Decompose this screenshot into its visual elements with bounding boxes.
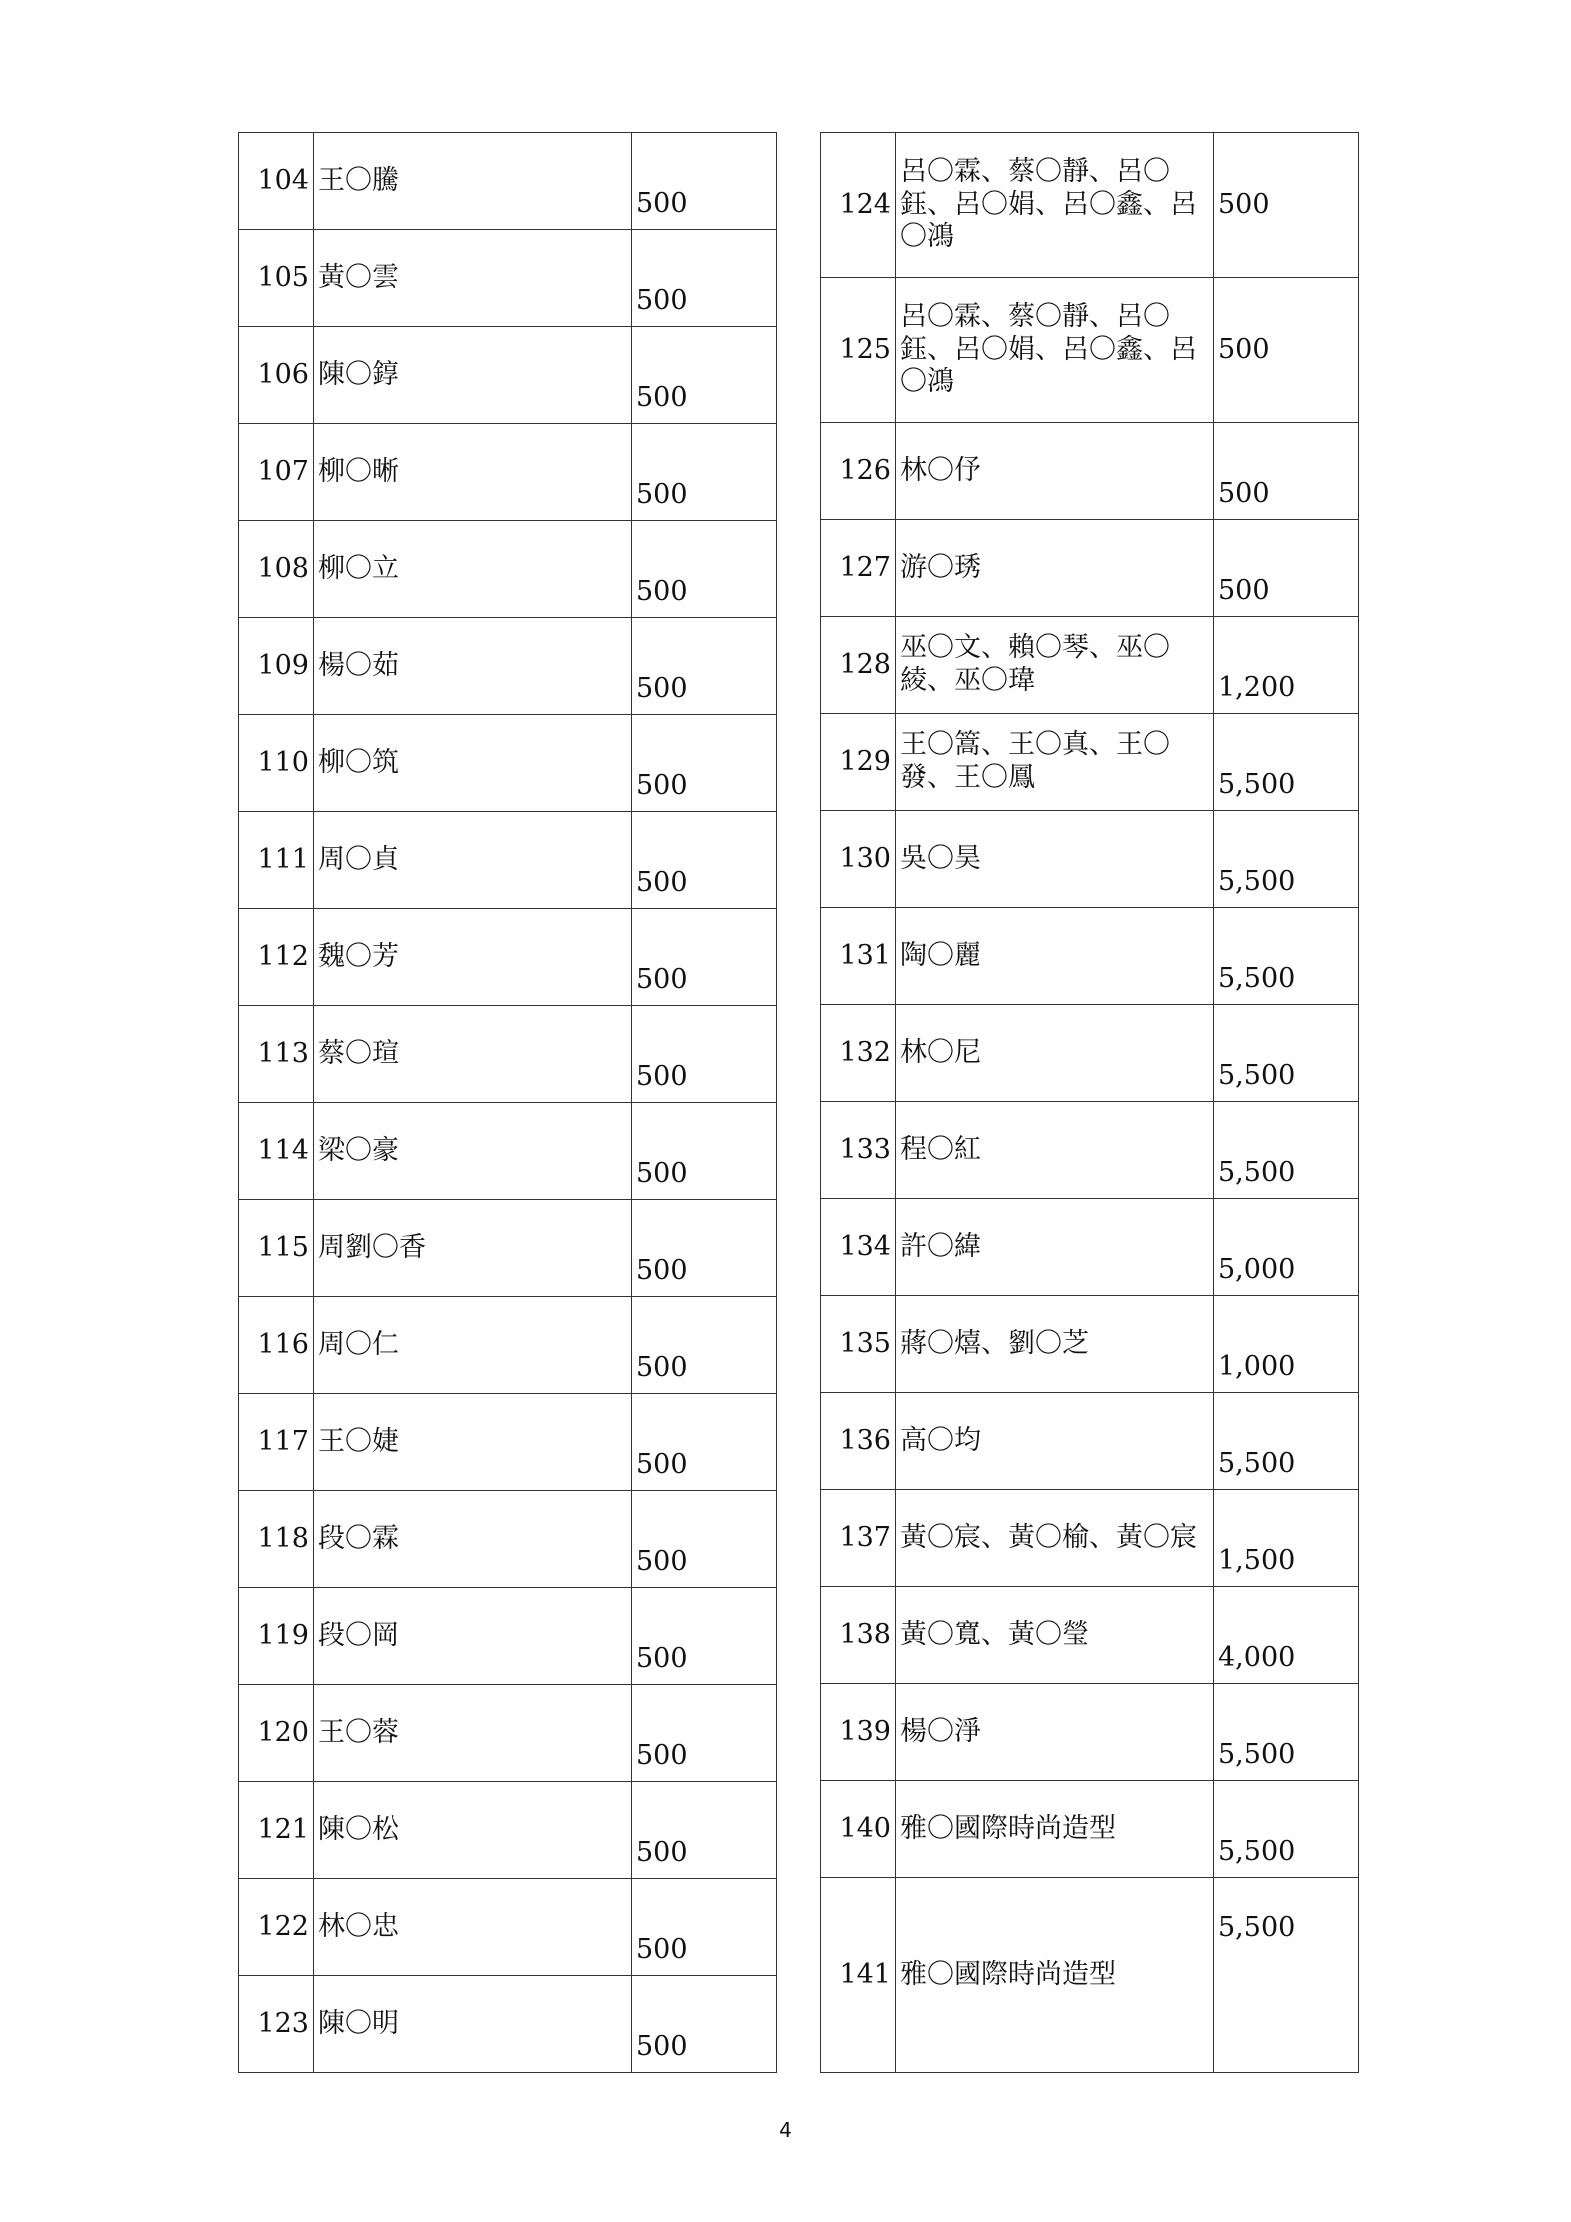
row-number: 121 [239,1782,314,1879]
table-row [821,811,1359,908]
donation-amount: 500 [632,1588,777,1685]
donor-name: 高〇均 [896,1393,1214,1490]
donor-name: 魏〇芳 [314,909,632,1006]
donor-name: 楊〇茹 [314,618,632,715]
donation-amount: 500 [632,1879,777,1976]
row-number: 125 [821,278,896,423]
row-number: 106 [239,327,314,424]
donor-name: 周〇貞 [314,812,632,909]
donor-name: 梁〇豪 [314,1103,632,1200]
donor-name: 呂〇霖、蔡〇靜、呂〇鈺、呂〇娟、呂〇鑫、呂〇鴻 [896,278,1214,423]
donation-amount: 5,500 [1214,1005,1359,1102]
donation-amount: 1,500 [1214,1490,1359,1587]
table-row [821,1102,1359,1199]
donation-amount: 5,500 [1214,1878,1359,2073]
donor-name: 楊〇淨 [896,1684,1214,1781]
donation-amount: 500 [632,715,777,812]
table-row [821,1393,1359,1490]
row-number: 118 [239,1491,314,1588]
donor-name: 柳〇立 [314,521,632,618]
donation-amount: 500 [1214,423,1359,520]
table-row [821,1490,1359,1587]
row-number: 131 [821,908,896,1005]
donor-name: 雅〇國際時尚造型 [896,1878,1214,2073]
table-row [239,715,777,812]
donor-name: 蔣〇熺、劉〇芝 [896,1296,1214,1393]
donation-amount: 4,000 [1214,1587,1359,1684]
donation-amount: 5,500 [1214,1102,1359,1199]
page-number: 4 [779,2118,792,2142]
donation-table-left [238,132,777,2073]
table-row [239,230,777,327]
table-row [239,1782,777,1879]
table-row [821,423,1359,520]
donation-amount: 5,500 [1214,908,1359,1005]
donor-name: 周〇仁 [314,1297,632,1394]
donation-amount: 500 [632,133,777,230]
table-row [821,1781,1359,1878]
donor-name: 許〇緯 [896,1199,1214,1296]
table-row [239,424,777,521]
donor-name: 程〇紅 [896,1102,1214,1199]
donation-amount: 500 [1214,278,1359,423]
donation-amount: 500 [632,1006,777,1103]
table-row [821,1005,1359,1102]
donor-name: 蔡〇瑄 [314,1006,632,1103]
table-row [239,1394,777,1491]
donor-name: 陳〇松 [314,1782,632,1879]
donation-amount: 5,500 [1214,1393,1359,1490]
row-number: 123 [239,1976,314,2073]
row-number: 116 [239,1297,314,1394]
donation-amount: 500 [632,1394,777,1491]
donation-amount: 500 [632,230,777,327]
donor-name: 周劉〇香 [314,1200,632,1297]
donation-amount: 500 [632,327,777,424]
donation-amount: 500 [632,1782,777,1879]
donation-amount: 500 [632,1200,777,1297]
donation-amount: 500 [632,909,777,1006]
table-row [821,133,1359,278]
table-row [239,1006,777,1103]
donation-amount: 5,500 [1214,1684,1359,1781]
donation-table-right [820,132,1359,2073]
table-row [239,1879,777,1976]
donation-amount: 500 [632,812,777,909]
row-number: 139 [821,1684,896,1781]
donation-table-left-body [239,133,777,2073]
row-number: 130 [821,811,896,908]
table-row [239,618,777,715]
table-row [239,133,777,230]
donor-name: 黃〇寬、黃〇瑩 [896,1587,1214,1684]
donation-amount: 5,500 [1214,1781,1359,1878]
table-row [239,909,777,1006]
donation-amount: 500 [632,618,777,715]
row-number: 113 [239,1006,314,1103]
donation-amount: 5,500 [1214,811,1359,908]
row-number: 107 [239,424,314,521]
row-number: 135 [821,1296,896,1393]
donor-name: 柳〇筑 [314,715,632,812]
donor-name: 段〇岡 [314,1588,632,1685]
donor-name: 吳〇昊 [896,811,1214,908]
table-row [239,1103,777,1200]
row-number: 119 [239,1588,314,1685]
row-number: 114 [239,1103,314,1200]
donor-name: 巫〇文、賴〇琴、巫〇綾、巫〇瑋 [896,617,1214,714]
donor-name: 林〇忠 [314,1879,632,1976]
donor-name: 黃〇雲 [314,230,632,327]
donation-amount: 500 [632,424,777,521]
row-number: 134 [821,1199,896,1296]
row-number: 138 [821,1587,896,1684]
row-number: 141 [821,1878,896,2073]
donor-name: 柳〇晰 [314,424,632,521]
donation-amount: 500 [1214,520,1359,617]
donor-name: 王〇蓉 [314,1685,632,1782]
row-number: 122 [239,1879,314,1976]
row-number: 105 [239,230,314,327]
donation-amount: 5,500 [1214,714,1359,811]
table-row [821,714,1359,811]
donor-name: 王〇篙、王〇真、王〇發、王〇鳳 [896,714,1214,811]
table-row [821,1587,1359,1684]
donation-amount: 5,000 [1214,1199,1359,1296]
donor-name: 林〇伃 [896,423,1214,520]
donation-amount: 500 [632,1685,777,1782]
donation-amount: 500 [632,1103,777,1200]
donor-name: 段〇霖 [314,1491,632,1588]
table-row [821,1296,1359,1393]
donor-name: 王〇婕 [314,1394,632,1491]
donor-name: 黃〇宸、黃〇榆、黃〇宸 [896,1490,1214,1587]
donation-amount: 500 [1214,133,1359,278]
donation-amount: 1,200 [1214,617,1359,714]
table-row [821,1684,1359,1781]
row-number: 112 [239,909,314,1006]
row-number: 108 [239,521,314,618]
donor-name: 呂〇霖、蔡〇靜、呂〇鈺、呂〇娟、呂〇鑫、呂〇鴻 [896,133,1214,278]
table-row [239,812,777,909]
row-number: 115 [239,1200,314,1297]
row-number: 127 [821,520,896,617]
donor-name: 陳〇明 [314,1976,632,2073]
row-number: 117 [239,1394,314,1491]
row-number: 129 [821,714,896,811]
row-number: 137 [821,1490,896,1587]
row-number: 109 [239,618,314,715]
donation-amount: 500 [632,1491,777,1588]
donor-name: 陳〇錞 [314,327,632,424]
table-row [239,1297,777,1394]
donation-amount: 500 [632,1976,777,2073]
donation-amount: 500 [632,521,777,618]
row-number: 128 [821,617,896,714]
table-row [821,617,1359,714]
donation-amount: 1,000 [1214,1296,1359,1393]
row-number: 111 [239,812,314,909]
table-row [821,1878,1359,2073]
table-row [239,521,777,618]
donor-name: 林〇尼 [896,1005,1214,1102]
table-row [239,1588,777,1685]
row-number: 132 [821,1005,896,1102]
table-row [821,1199,1359,1296]
row-number: 140 [821,1781,896,1878]
table-row [239,1976,777,2073]
row-number: 136 [821,1393,896,1490]
donation-amount: 500 [632,1297,777,1394]
table-row [239,1491,777,1588]
table-row [239,327,777,424]
row-number: 104 [239,133,314,230]
row-number: 110 [239,715,314,812]
row-number: 126 [821,423,896,520]
table-row [821,908,1359,1005]
donor-name: 陶〇麗 [896,908,1214,1005]
row-number: 120 [239,1685,314,1782]
donor-name: 游〇琇 [896,520,1214,617]
table-row [239,1200,777,1297]
donor-name: 雅〇國際時尚造型 [896,1781,1214,1878]
table-row [239,1685,777,1782]
donor-name: 王〇騰 [314,133,632,230]
table-row [821,278,1359,423]
donation-table-right-body [821,133,1359,2073]
table-row [821,520,1359,617]
row-number: 124 [821,133,896,278]
row-number: 133 [821,1102,896,1199]
